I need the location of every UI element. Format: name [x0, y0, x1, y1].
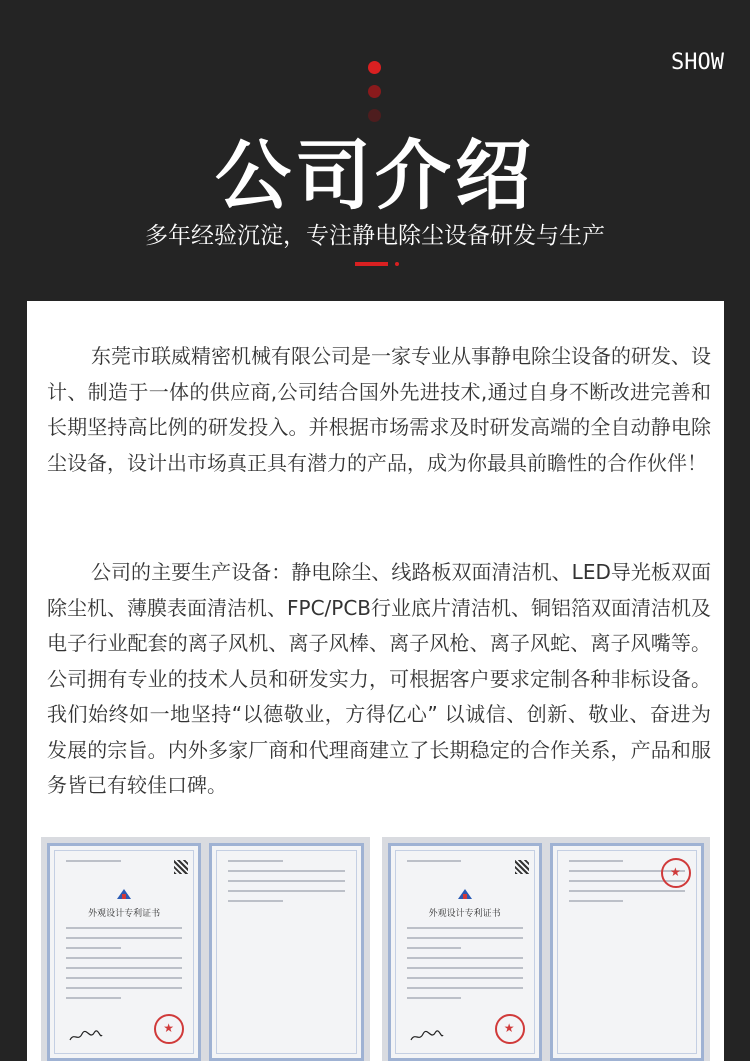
certificate-back: [550, 843, 704, 1061]
certificate-image: [382, 837, 711, 1061]
page-title: 公司介绍: [215, 131, 535, 220]
signature-icon: [68, 1030, 104, 1042]
patent-logo-icon: [456, 886, 474, 900]
certificate-image: [41, 837, 370, 1061]
signature-icon: [409, 1030, 445, 1042]
certificate-gallery: [41, 837, 710, 1061]
seal-icon: [495, 1014, 525, 1044]
certificate-front: [388, 843, 542, 1061]
qr-code-icon: [515, 860, 529, 874]
certificate-front: [47, 843, 201, 1061]
seal-icon: [661, 858, 691, 888]
certificate-title: 外观设计专利证书: [428, 909, 501, 919]
patent-logo-icon: [115, 886, 133, 900]
page-subtitle: 多年经验沉淀，专注静电除尘设备研发与生产: [145, 223, 605, 249]
intro-paragraph-2: 公司的主要生产设备：静电除尘、线路板双面清洁机、LED导光板双面除尘机、薄膜表面清洁机、FPC/PCB行业底片清洁机、铜铝箔双面清洁机及电子行业配套的离子风机、离子风棒、离子风枪、离子风蛇、离子风嘴等。公司拥有专业的技术人员和研发实力，可根据客户要求定制各种非标设备。我们始终如一地坚持“以德敬业，方得亿心” 以诚信、创新、敬业、奋进为发展的宗旨。内外多家厂商和代理商建立了长期稳定的合作关系，产品和服务皆已有较佳口碑。: [47, 560, 712, 797]
dot-icon: [368, 109, 381, 122]
dot-icon: [368, 61, 381, 74]
show-label: SHOW: [671, 50, 724, 75]
intro-panel: [27, 301, 724, 1061]
dot-icon: [368, 85, 381, 98]
certificate-back: [209, 843, 363, 1061]
decorative-dots: [368, 61, 382, 133]
certificate-title: 外观设计专利证书: [88, 909, 161, 919]
qr-code-icon: [174, 860, 188, 874]
intro-paragraph-1: 东莞市联威精密机械有限公司是一家专业从事静电除尘设备的研发、设计、制造于一体的供应商,公司结合国外先进技术,通过自身不断改进完善和长期坚持高比例的研发投入。并根据市场需求及时研发高端的全自动静电除尘设备，设计出市场真正具有潜力的产品，成为你最具前瞻性的合作伙伴！: [47, 344, 711, 475]
